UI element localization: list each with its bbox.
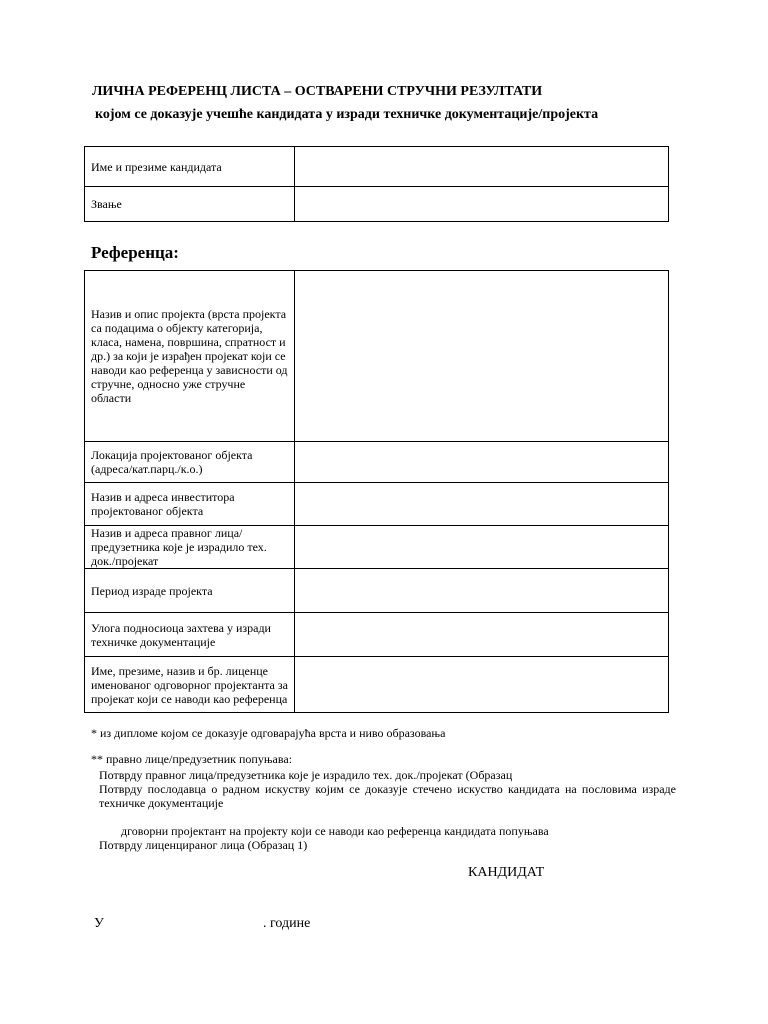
table-row	[85, 613, 669, 657]
table-row	[85, 442, 669, 483]
footnote-legal-entity-line2: Потврду послодавца о радном искуству којим се доказује стечено искуство кандидата на пословима израде техничке документације	[99, 782, 676, 810]
project-period-field[interactable]	[295, 569, 669, 613]
project-location-label: Локација пројектованог објекта (адреса/кат.парц./к.о.)	[85, 442, 295, 483]
candidate-title-label: Звање	[85, 187, 295, 222]
place-label: У	[94, 916, 104, 931]
footnote-diploma: * из дипломе којом се доказује одговарајућа врста и ниво образовања	[91, 726, 446, 740]
table-row	[85, 526, 669, 569]
project-period-label: Период израде пројекта	[85, 569, 295, 613]
table-row	[85, 187, 669, 222]
investor-field[interactable]	[295, 483, 669, 526]
table-row	[85, 483, 669, 526]
legal-entity-field[interactable]	[295, 526, 669, 569]
project-description-field[interactable]	[295, 271, 669, 442]
applicant-role-label: Улога подносиоца захтева у изради техничке документације	[85, 613, 295, 657]
applicant-role-field[interactable]	[295, 613, 669, 657]
table-row	[85, 271, 669, 442]
footnote-designer-title: дговорни пројектант на пројекту који се наводи као референца кандидата попуњава	[121, 824, 549, 838]
footnote-designer-line1: Потврду лиценцираног лица (Образац 1)	[99, 838, 308, 852]
footnote-legal-entity-line1: Потврду правног лица/предузетника које је израдило тех. док./пројекат (Образац	[99, 768, 513, 782]
legal-entity-label: Назив и адреса правног лица/предузетника које је израдило тех. док./пројекат	[85, 526, 295, 569]
candidate-signature-label: КАНДИДАТ	[468, 865, 545, 880]
table-row	[85, 569, 669, 613]
table-row	[85, 147, 669, 187]
reference-table	[84, 270, 669, 713]
candidate-name-label: Име и презиме кандидата	[85, 147, 295, 187]
project-description-label: Назив и опис пројекта (врста пројекта са подацима о објекту категорија, класа, намена, површина, спратност и др.) за који је израђен пројекат који се наводи као референца у зависности од стручне, односно уже стручне области	[85, 271, 295, 442]
candidate-title-field[interactable]	[295, 187, 669, 222]
project-location-field[interactable]	[295, 442, 669, 483]
candidate-table	[84, 146, 669, 222]
footnote-legal-entity-title: ** правно лице/предузетник попуњава:	[91, 752, 293, 766]
form-title: ЛИЧНА РЕФЕРЕНЦ ЛИСТА – ОСТВАРЕНИ СТРУЧНИ РЕЗУЛТАТИ	[92, 84, 543, 99]
reference-heading: Референца:	[91, 243, 179, 262]
responsible-designer-label: Име, презиме, назив и бр. лиценце именованог одговорног пројектанта за пројекат који се наводи као референца	[85, 657, 295, 713]
investor-label: Назив и адреса инвеститора пројектованог објекта	[85, 483, 295, 526]
table-row	[85, 657, 669, 713]
candidate-name-field[interactable]	[295, 147, 669, 187]
responsible-designer-field[interactable]	[295, 657, 669, 713]
date-suffix-label: . године	[263, 916, 311, 931]
form-subtitle: којом се доказује учешће кандидата у изради техничке документације/пројекта	[95, 107, 599, 122]
